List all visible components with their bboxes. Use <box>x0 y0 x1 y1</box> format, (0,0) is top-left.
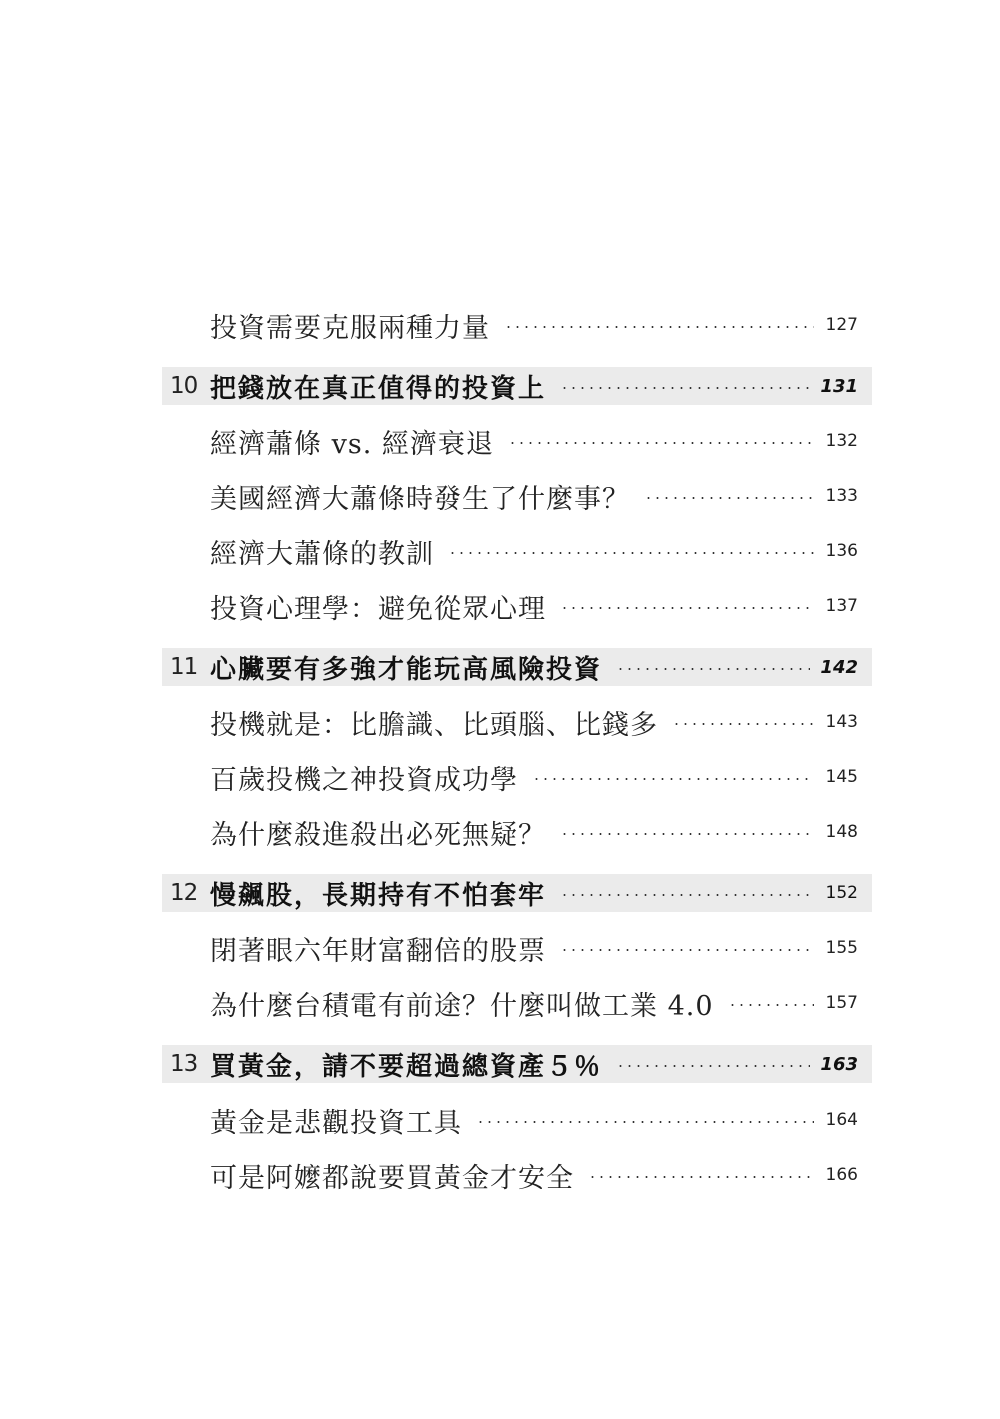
toc-page-number: 137 <box>825 596 858 616</box>
toc-section-title: 為什麼台積電有前途？什麼叫做工業 4.0 <box>210 990 714 1022</box>
toc-chapter-row[interactable] <box>162 367 872 405</box>
toc-section-title: 經濟大蕭條的教訓 <box>210 538 434 570</box>
toc-chapter-title: 買黃金，請不要超過總資產５％ <box>210 1051 603 1082</box>
toc-section-row[interactable] <box>162 305 872 345</box>
toc-page-number: 155 <box>825 938 858 958</box>
toc-section-title: 黃金是悲觀投資工具 <box>210 1107 462 1139</box>
toc-chapter-number: 11 <box>170 654 198 680</box>
dot-leader <box>560 607 814 609</box>
toc-page-number: 148 <box>825 822 858 842</box>
toc-page-number: 131 <box>820 375 858 397</box>
toc-section-title: 投機就是：比膽識、比頭腦、比錢多 <box>210 709 658 741</box>
dot-leader <box>560 387 810 389</box>
toc-section-row[interactable] <box>162 531 872 571</box>
dot-leader <box>504 326 814 328</box>
toc-page-number: 143 <box>825 712 858 732</box>
toc-section-row[interactable] <box>162 476 872 516</box>
toc-section-title: 為什麼殺進殺出必死無疑？ <box>210 819 546 851</box>
toc-section-title: 投資需要克服兩種力量 <box>210 312 490 344</box>
dot-leader <box>728 1004 814 1006</box>
toc-section-title: 可是阿嬤都說要買黃金才安全 <box>210 1162 574 1194</box>
toc-page-number: 133 <box>825 486 858 506</box>
dot-leader <box>616 668 810 670</box>
toc-page-number: 157 <box>825 993 858 1013</box>
dot-leader <box>532 778 814 780</box>
toc-page-number: 152 <box>825 883 858 903</box>
toc-chapter-title: 慢飆股，長期持有不怕套牢 <box>210 880 547 911</box>
toc-section-row[interactable] <box>162 1155 872 1195</box>
toc-page-number: 145 <box>825 767 858 787</box>
toc-section-title: 美國經濟大蕭條時發生了什麼事？ <box>210 483 630 515</box>
toc-section-row[interactable] <box>162 702 872 742</box>
toc-page-number: 163 <box>820 1053 858 1075</box>
toc-chapter-title: 心臟要有多強才能玩高風險投資 <box>210 654 603 685</box>
toc-page-number: 127 <box>825 315 858 335</box>
dot-leader <box>616 1065 810 1067</box>
toc-page-number: 164 <box>825 1110 858 1130</box>
toc-section-row[interactable] <box>162 812 872 852</box>
toc-page-number: 166 <box>825 1165 858 1185</box>
toc-chapter-number: 10 <box>170 373 198 399</box>
toc-section-row[interactable] <box>162 757 872 797</box>
toc-section-row[interactable] <box>162 1100 872 1140</box>
dot-leader <box>560 949 814 951</box>
toc-section-title: 經濟蕭條 vs. 經濟衰退 <box>210 428 494 460</box>
dot-leader <box>508 442 814 444</box>
toc-section-title: 閉著眼六年財富翻倍的股票 <box>210 935 546 967</box>
toc-chapter-number: 12 <box>170 880 198 906</box>
dot-leader <box>448 552 814 554</box>
toc-section-row[interactable] <box>162 928 872 968</box>
toc-page-number: 136 <box>825 541 858 561</box>
dot-leader <box>644 497 814 499</box>
dot-leader <box>560 833 814 835</box>
dot-leader <box>560 894 814 896</box>
toc-section-row[interactable] <box>162 983 872 1023</box>
dot-leader <box>476 1121 814 1123</box>
toc-chapter-row[interactable] <box>162 648 872 686</box>
toc-page-number: 142 <box>820 656 858 678</box>
dot-leader <box>588 1176 814 1178</box>
toc-section-title: 投資心理學：避免從眾心理 <box>210 593 546 625</box>
toc-section-row[interactable] <box>162 586 872 626</box>
dot-leader <box>672 723 814 725</box>
toc-chapter-title: 把錢放在真正值得的投資上 <box>210 373 547 404</box>
toc-section-title: 百歲投機之神投資成功學 <box>210 764 518 796</box>
toc-chapter-row[interactable] <box>162 1045 872 1083</box>
toc-page-number: 132 <box>825 431 858 451</box>
toc-chapter-number: 13 <box>170 1051 198 1077</box>
toc-section-row[interactable] <box>162 421 872 461</box>
toc-chapter-row[interactable] <box>162 874 872 912</box>
